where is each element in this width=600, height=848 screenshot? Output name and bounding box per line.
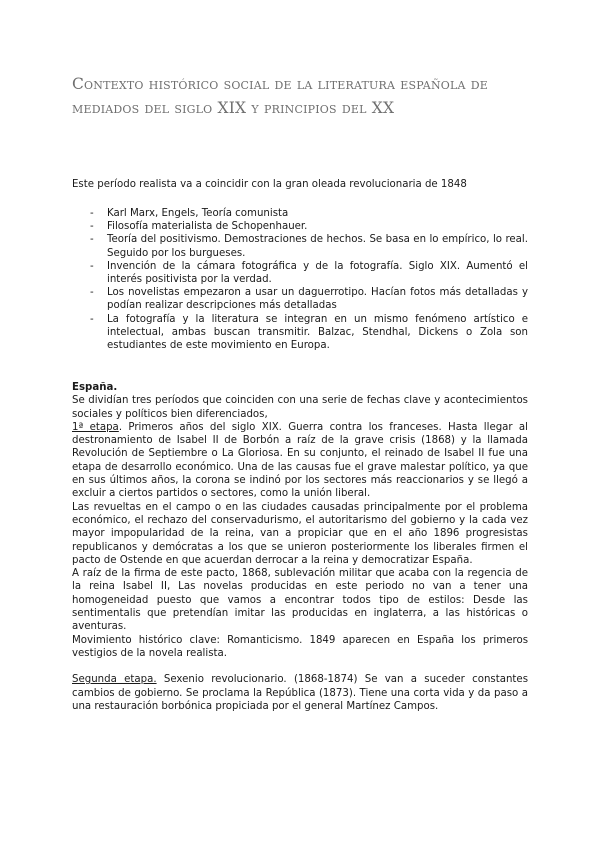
spain-section <box>72 381 528 713</box>
list-item: - Karl Marx, Engels, Teoría comunista <box>90 207 528 220</box>
list-item: - Los novelistas empezaron a usar un daguerrotipo. Hacían fotos más detalladas y podían realizar descripciones más detalladas <box>90 286 528 312</box>
list-item: - La fotografía y la literatura se integran en un mismo fenómeno artístico e intelectual, ambas buscan transmitir. Balzac, Stendhal, Dickens o Zola son estudiantes de este movimiento en Europa. <box>90 313 528 353</box>
section-heading: España. <box>72 382 118 393</box>
paragraph-gap <box>72 660 528 673</box>
section-intro: Se dividían tres períodos que coinciden con una serie de fechas clave y acontecimientos sociales y políticos bien diferenciados, <box>72 395 528 420</box>
bullet-list <box>90 207 528 352</box>
stage2-text: Sexenio revolucionario. (1868-1874) Se van a suceder constantes cambios de gobierno. Se proclama la República (1873). Tiene una corta vida y da paso a una restauración borbónica propiciada por el general Martínez Campos. <box>72 674 529 712</box>
paragraph-revueltas: Las revueltas en el campo o en las ciudades causadas principalmente por el problema económico, el rechazo del conservadurismo, el autoritarismo del gobierno y la cada vez mayor impopularidad de la reina, van a propiciar que en el año 1896 progresistas republicanos y demócratas a los que se unieron posteriormente los liberales firmen el pacto de Ostende en que acuerdan derrocar a la reina y democratizar España. <box>72 501 528 566</box>
stage1-text: . Primeros años del siglo XIX. Guerra contra los franceses. Hasta llegar al destronamiento de Isabel II de Borbón a raíz de la grave crisis (1868) y la llamada Revolución de Septiembre o La Gloriosa. En su conjunto, el reinado de Isabel II fue una etapa de desarrollo económico. Una de las causas fue el grave malestar político, ya que en sus últimos años, la corona se indinó por los sectores más reaccionarios y se llegó a excluir a ciertos partidos o sectores, como la unión liberal. <box>72 421 528 500</box>
document-title: Contexto histórico social de la literatura española de mediados del siglo XIX y principios del XX <box>72 75 489 117</box>
stage2-paragraph <box>72 673 528 713</box>
list-item: - Invención de la cámara fotográfica y de la fotografía. Siglo XIX. Aumentó el interés positivista por la verdad. <box>90 260 528 286</box>
stage1-label: 1ª etapa <box>72 421 119 433</box>
stage2-label: Segunda etapa. <box>72 674 157 686</box>
list-item: - Teoría del positivismo. Demostraciones de hechos. Se basa en lo empírico, lo real. Seguido por los burgueses. <box>90 233 528 259</box>
list-item: - Filosofía materialista de Schopenhauer. <box>90 220 528 233</box>
stage1-paragraph <box>72 421 528 501</box>
paragraph-pacto: A raíz de la firma de este pacto, 1868, sublevación militar que acaba con la regencia de la reina Isabel II, Las novelas producidas en este periodo no van a tener una homogeneidad puesto que vamos a encontrar todos tipo de estilos: Desde las sentimentalis que pretendían imitar las producidas en inglaterra, a las históricas o aventuras. <box>72 568 528 633</box>
intro-sentence: Este período realista va a coincidir con la gran oleada revolucionaria de 1848 <box>72 179 467 190</box>
paragraph-movimiento: Movimiento histórico clave: Romanticismo. 1849 aparecen en España los primeros vestigios de la novela realista. <box>72 634 528 659</box>
